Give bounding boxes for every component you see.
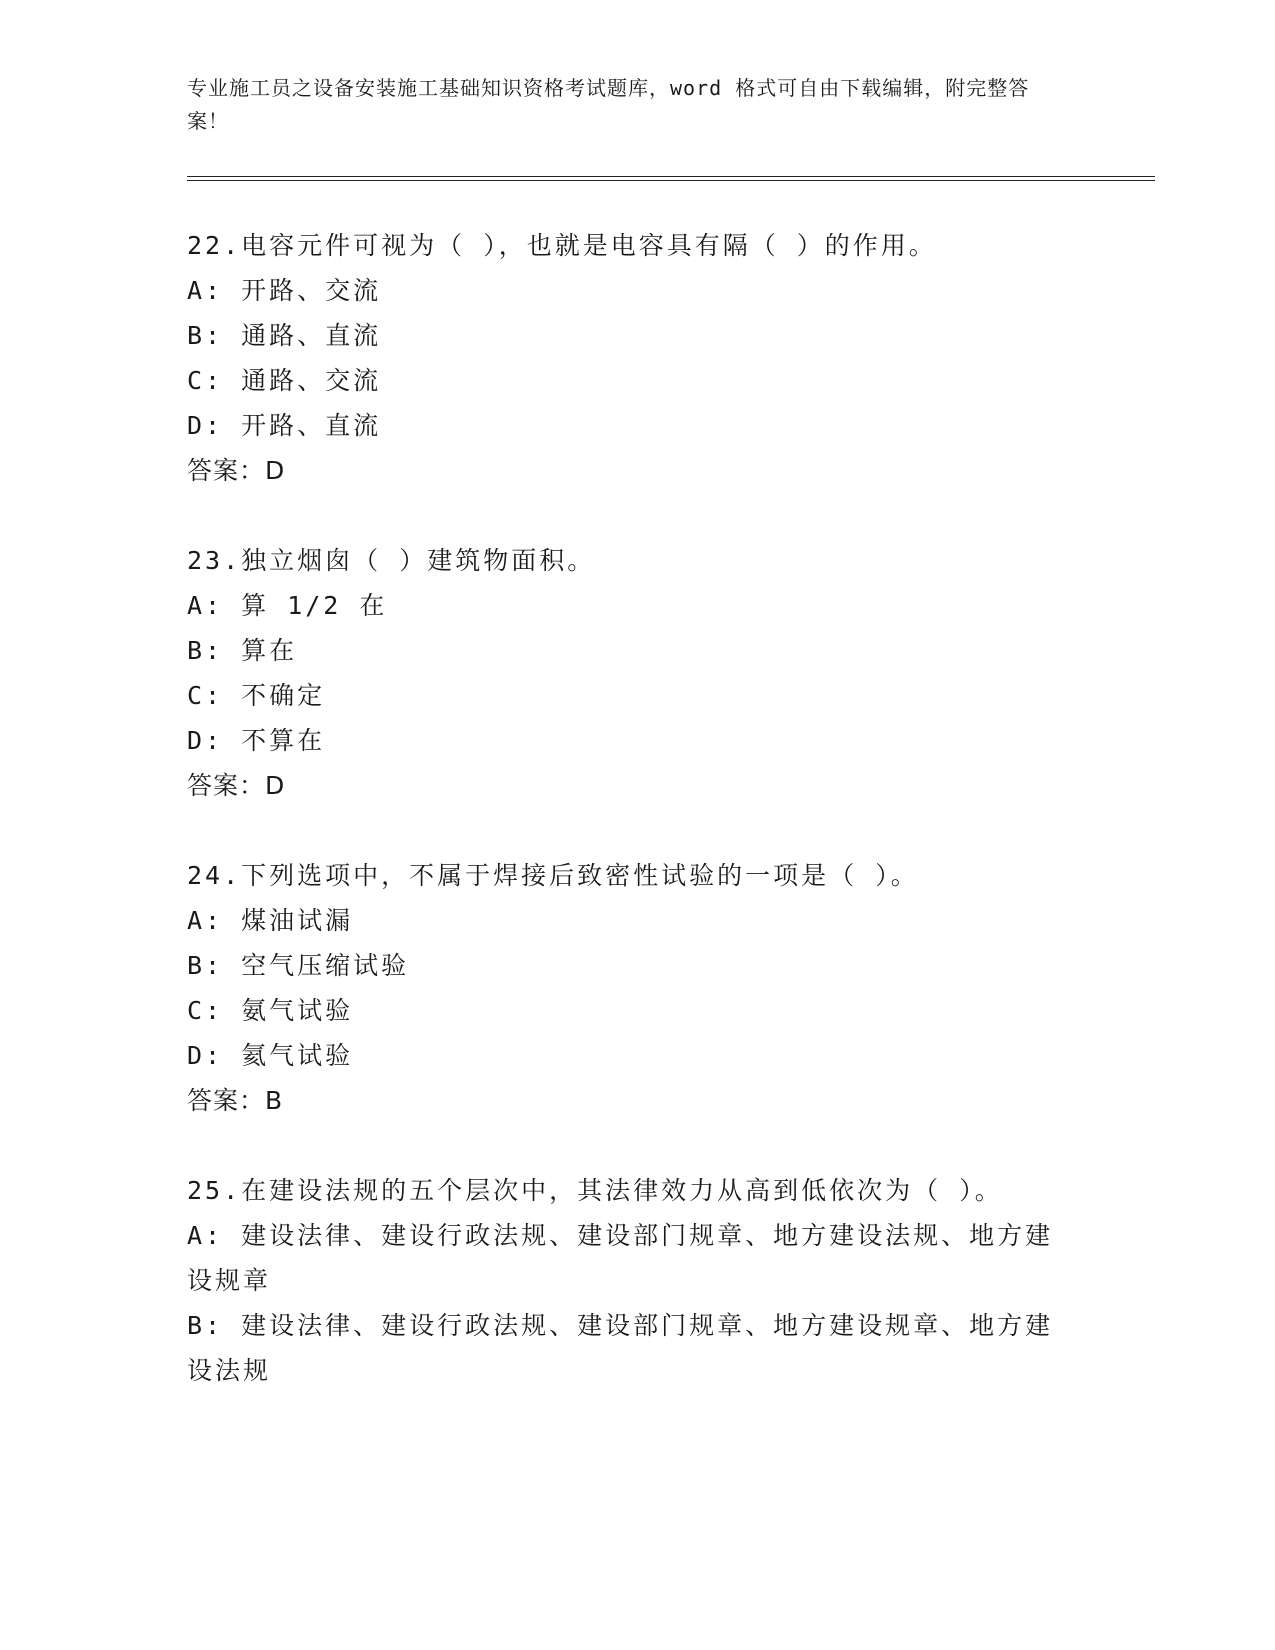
option-d: D: 氦气试验 — [187, 1041, 354, 1070]
divider-line-top — [187, 176, 1155, 177]
option-c: C: 不确定 — [187, 681, 326, 710]
document-page — [187, 72, 1155, 1438]
option-b: B: 空气压缩试验 — [187, 951, 410, 980]
option-b: B: 通路、直流 — [187, 321, 382, 350]
question-24 — [187, 853, 1155, 1123]
option-c: C: 通路、交流 — [187, 366, 382, 395]
option-a: A: 开路、交流 — [187, 276, 382, 305]
option-d: D: 不算在 — [187, 726, 326, 755]
question-23 — [187, 538, 1155, 808]
document-header: 专业施工员之设备安装施工基础知识资格考试题库，word 格式可自由下载编辑，附完整答案！ — [187, 76, 1030, 133]
option-a: A: 算 1/2 在 — [187, 591, 388, 620]
question-list — [187, 223, 1155, 1393]
question-stem: 22.电容元件可视为（ ），也就是电容具有隔（ ）的作用。 — [187, 231, 937, 260]
answer: 答案：D — [187, 771, 286, 800]
question-stem: 25.在建设法规的五个层次中，其法律效力从高到低依次为（ ）。 — [187, 1176, 1003, 1205]
question-stem: 24.下列选项中，不属于焊接后致密性试验的一项是（ ）。 — [187, 861, 919, 890]
option-d: D: 开路、直流 — [187, 411, 382, 440]
option-a: A: 煤油试漏 — [187, 906, 354, 935]
option-b: B: 建设法律、建设行政法规、建设部门规章、地方建设规章、地方建设法规 — [187, 1311, 1054, 1385]
question-stem: 23.独立烟囱（ ）建筑物面积。 — [187, 546, 596, 575]
header-divider — [187, 176, 1155, 181]
question-22 — [187, 223, 1155, 493]
option-b: B: 算在 — [187, 636, 298, 665]
answer: 答案：D — [187, 456, 286, 485]
divider-line-bottom — [187, 180, 1155, 181]
option-a: A: 建设法律、建设行政法规、建设部门规章、地方建设法规、地方建设规章 — [187, 1221, 1054, 1295]
answer: 答案：B — [187, 1086, 284, 1115]
option-c: C: 氨气试验 — [187, 996, 354, 1025]
question-25 — [187, 1168, 1155, 1393]
